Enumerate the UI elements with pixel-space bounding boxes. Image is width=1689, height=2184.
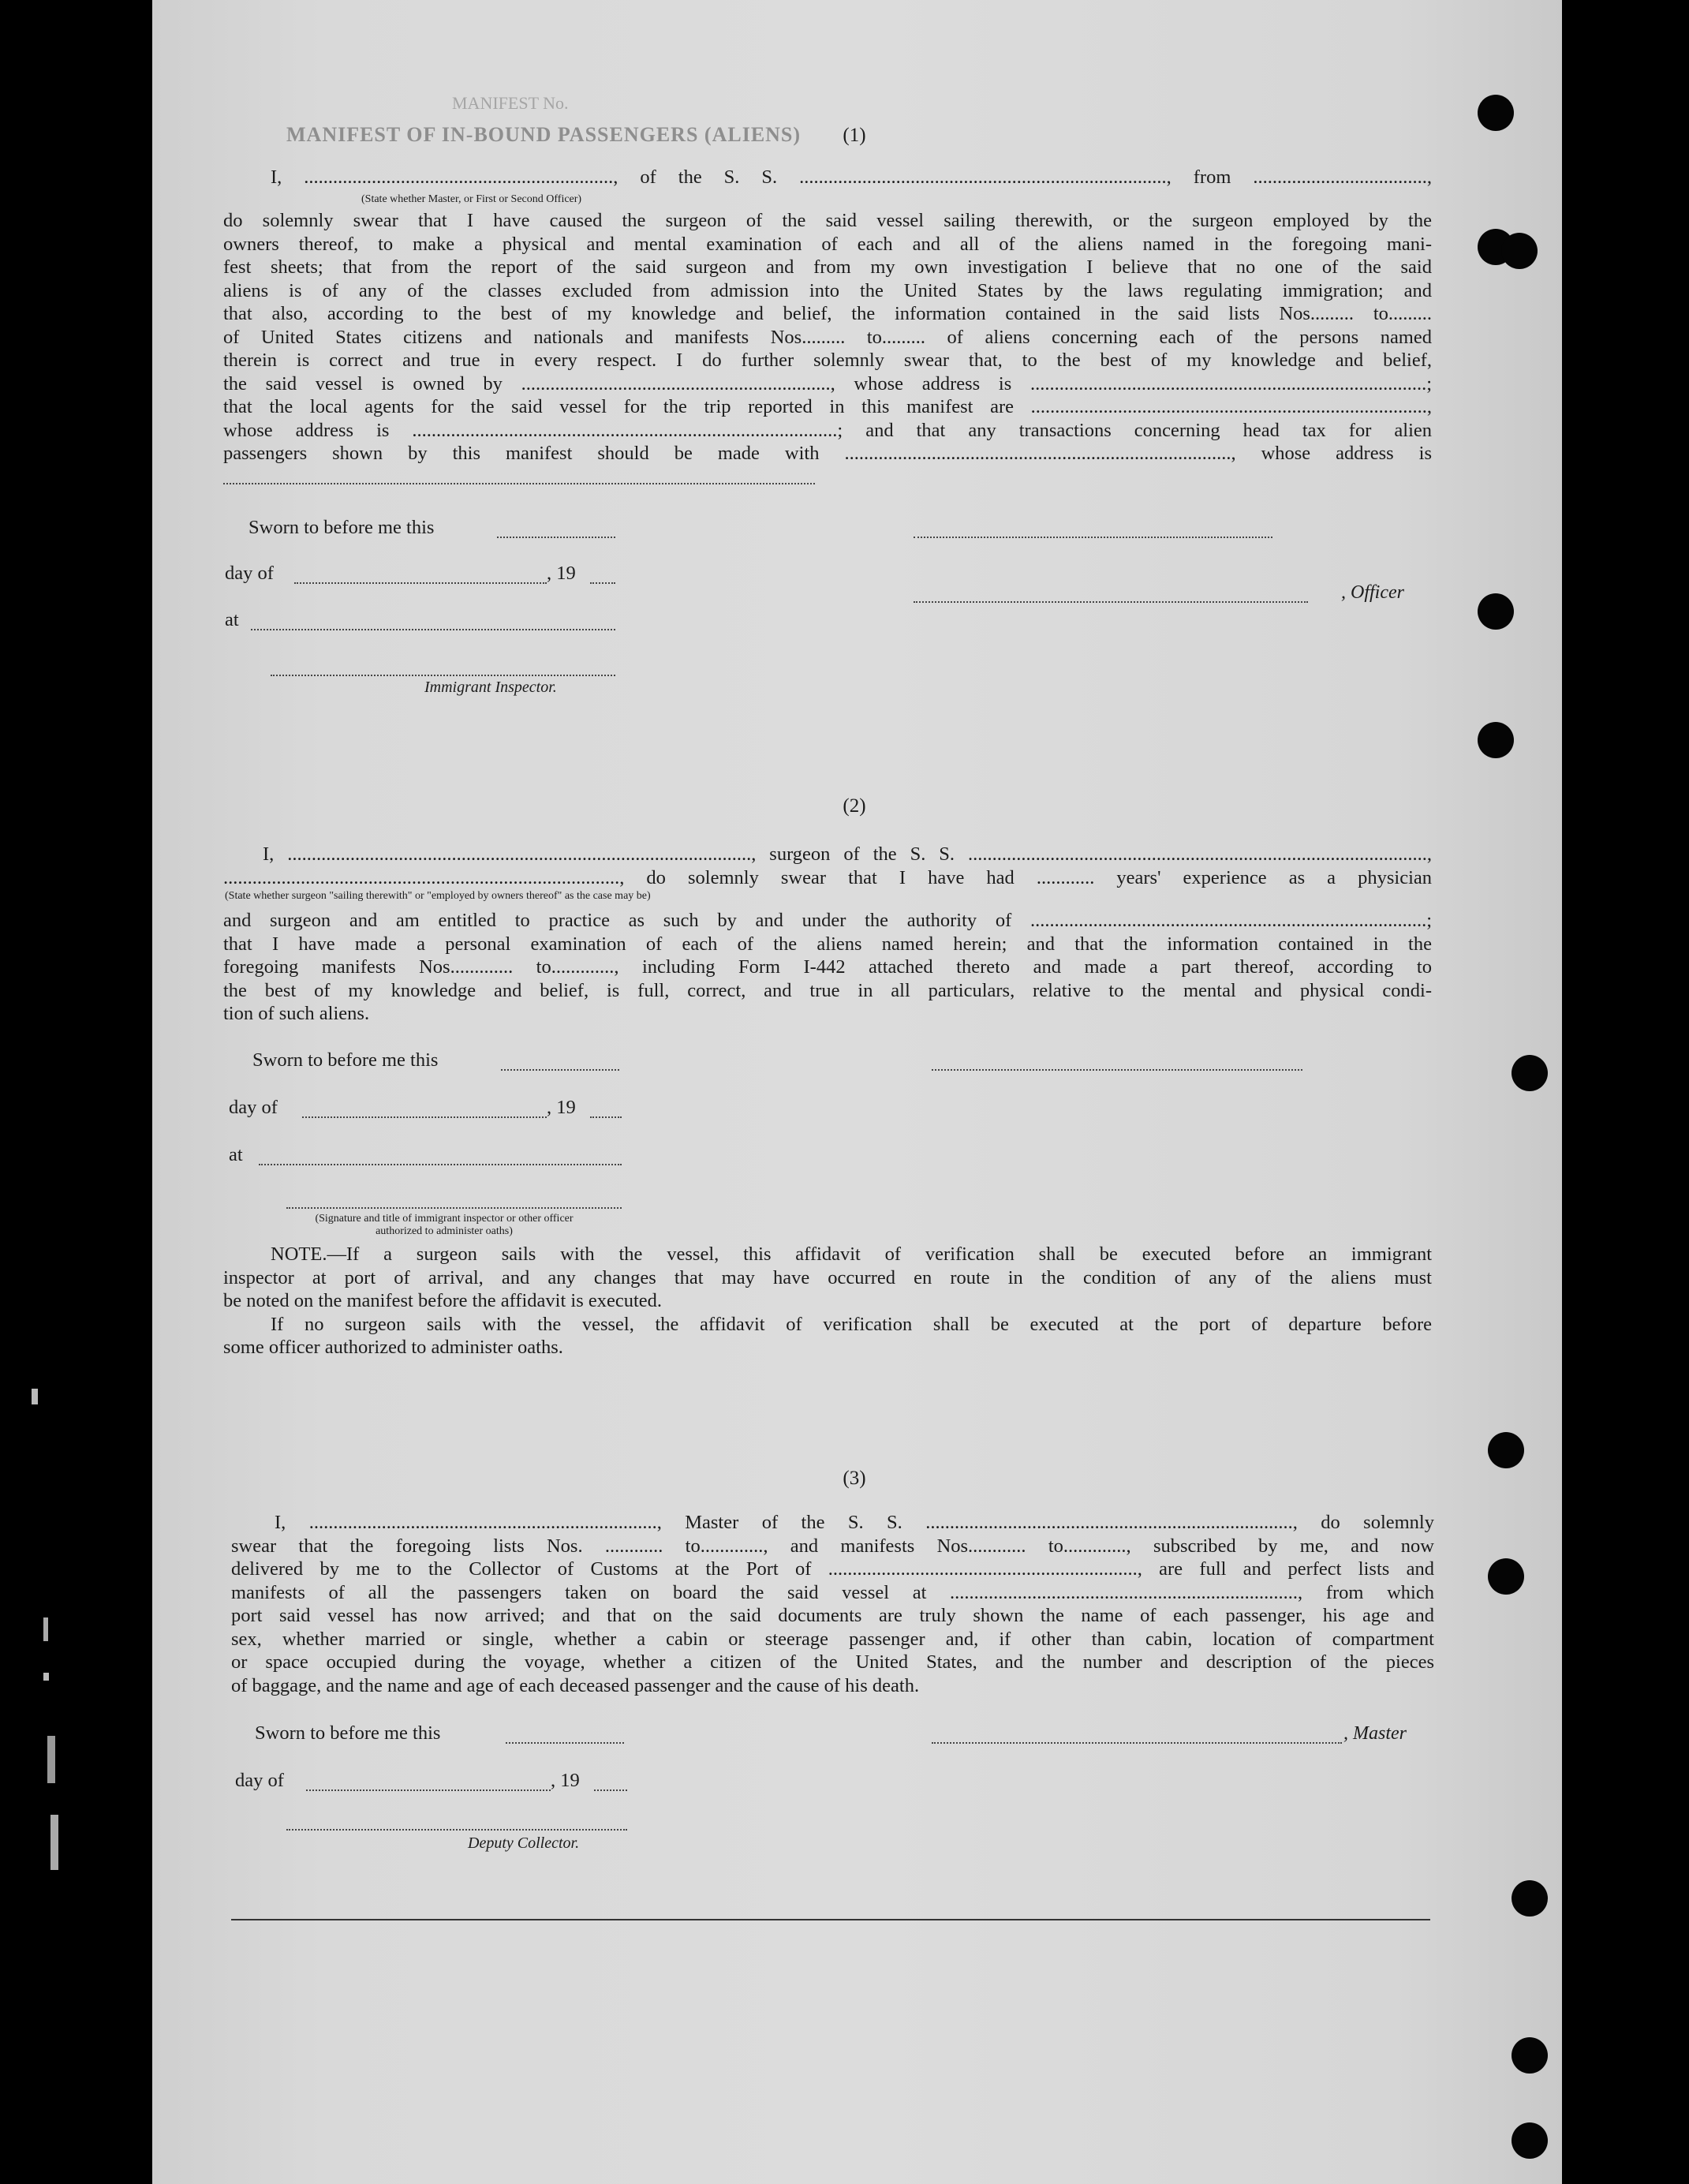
section-1-at-label: at bbox=[225, 609, 239, 630]
section-1-year-line bbox=[590, 582, 615, 584]
manifest-title: MANIFEST OF IN-BOUND PASSENGERS (ALIENS) bbox=[286, 123, 802, 146]
section-2-inspector-line bbox=[286, 1207, 622, 1209]
edge-speck bbox=[50, 1815, 58, 1870]
section-3-master-label: , Master bbox=[1343, 1723, 1407, 1744]
edge-speck bbox=[43, 1617, 48, 1641]
edge-speck bbox=[47, 1736, 55, 1783]
bottom-rule bbox=[231, 1919, 1430, 1920]
section-1-inspector-label: Immigrant Inspector. bbox=[424, 679, 557, 696]
section-3-deputy-label: Deputy Collector. bbox=[468, 1834, 580, 1852]
punch-hole bbox=[1512, 2122, 1548, 2159]
section-3-day-label: day of bbox=[235, 1770, 284, 1791]
punch-hole bbox=[1512, 2037, 1548, 2074]
section-2-year-label: , 19 bbox=[547, 1097, 576, 1118]
section-1-body: do solemnly swear that I have caused the surgeon of the said vessel sailing therewith, or the surgeon employed by the owners thereof, to make a physical and mental examination of each and all of the aliens named in the foregoing mani- fest sheets; that from the report of the said surgeon and from my own investigation I believe that no one of the said aliens is of any of the classes excluded from admission into the United States by the laws regulating immigration; and that also, according to the best of my knowledge and belief, the information contained in the said lists Nos......... to......... of United States citizens and nationals and manifests Nos......... to......... of aliens concerning each of the persons named therein is correct and true in every respect. I do further solemnly swear that, to the best of my knowledge and belief, the said vessel is owned by ................................................................, whose address is ..................................................................................; that the local agents for the said vessel for the trip reported in this manifest are .................................................................................., whose address is ........................................................................................; and that any transactions concerning head tax for alien passengers shown by this manifest should be made with ................................................................................, whose address is bbox=[223, 210, 1432, 464]
section-3-master-line bbox=[932, 1742, 1342, 1744]
section-1-day-line bbox=[294, 582, 547, 584]
section-3-number: (3) bbox=[843, 1468, 866, 1489]
section-1-sworn-label: Sworn to before me this bbox=[248, 517, 435, 538]
section-1-day-label: day of bbox=[225, 563, 274, 584]
section-1-officer-top-line bbox=[914, 537, 1272, 538]
section-3-deputy-line bbox=[286, 1829, 627, 1831]
section-2-note-paragraph: NOTE.—If a surgeon sails with the vessel, this affidavit of verification shall be executed before an immigrant inspector at port of arrival, and any changes that may have occurred en route in the condition of any of the aliens must be noted on the manifest before the affidavit is executed. If no surgeon sails with the vessel, the affidavit of verification shall be executed at the port of departure before some officer authorized to administer oaths. bbox=[223, 1243, 1432, 1358]
section-3-year-label: , 19 bbox=[551, 1770, 580, 1791]
section-2-signature-line bbox=[932, 1069, 1302, 1071]
punch-hole bbox=[1478, 95, 1514, 131]
section-1-year-label: , 19 bbox=[547, 563, 576, 584]
section-3-sworn-label: Sworn to before me this bbox=[255, 1722, 441, 1744]
punch-hole bbox=[1501, 233, 1538, 269]
section-2-note: (State whether surgeon "sailing therewith" or "employed by owners thereof" as the case may be) bbox=[225, 890, 651, 902]
section-1-sworn-line bbox=[497, 537, 615, 538]
edge-speck bbox=[32, 1389, 38, 1404]
section-2-at-label: at bbox=[229, 1144, 243, 1165]
section-3-body: I, ........................................................................, Master of the S. S. ............................................................................, do solemnly swear that the foregoing lists Nos. ............ to............., and manifests Nos............ to............., subscribed by me, and now delivered by me to the Collector of Customs at the Port of ................................................................, are full and perfect lists and manifests of all the passengers taken on board the said vessel at ........................................................................, from which port said vessel has now arrived; and that on the said documents are truly shown the name of each passenger, his age and sex, whether married or single, whether a cabin or steerage passenger and, if other than cabin, location of compartment or space occupied during the voyage, whether a citizen of the United States, and the number and description of the pieces of baggage, and the name and age of each deceased passenger and the cause of his death. bbox=[231, 1512, 1434, 1696]
section-3-sworn-line bbox=[506, 1742, 624, 1744]
section-1-number: (1) bbox=[843, 125, 866, 146]
section-1-first-line: I, ................................................................, of the S. S. ............................................................................, from ...................................., bbox=[271, 166, 1432, 188]
section-3-year-line bbox=[594, 1789, 627, 1791]
section-2-sworn-line bbox=[501, 1069, 619, 1071]
section-1-at-line bbox=[251, 629, 615, 630]
document-page bbox=[152, 0, 1562, 2184]
section-2-day-line bbox=[302, 1116, 547, 1118]
section-2-sworn-label: Sworn to before me this bbox=[252, 1049, 439, 1071]
manifest-number-label: MANIFEST No. bbox=[452, 93, 569, 113]
section-1-inspector-line bbox=[271, 675, 615, 676]
section-2-first-lines: I, ................................................................................................, surgeon of the S. S. ..............................................................................................., .................................................................................., do solemnly swear that I have had ............ years' experience as a physician bbox=[223, 843, 1432, 888]
punch-hole bbox=[1478, 593, 1514, 630]
section-2-year-line bbox=[590, 1116, 622, 1118]
section-2-body: and surgeon and am entitled to practice as such by and under the authority of ..................................................................................; that I have made a personal examination of each of the aliens named herein; and that the information contained in the foregoing manifests Nos............. to............., including Form I-442 attached thereto and made a part thereof, according to the best of my knowledge and belief, is full, correct, and true in all particulars, relative to the mental and physical condi- tion of such aliens. bbox=[223, 910, 1432, 1024]
punch-hole bbox=[1488, 1432, 1524, 1468]
section-1-address-line bbox=[223, 483, 815, 484]
edge-speck bbox=[43, 1673, 49, 1681]
punch-hole bbox=[1512, 1055, 1548, 1091]
punch-hole bbox=[1478, 722, 1514, 758]
section-1-officer-line bbox=[914, 601, 1308, 603]
section-1-officer-label: , Officer bbox=[1341, 582, 1404, 603]
section-2-signature-note: (Signature and title of immigrant inspector or other officer authorized to administer oaths) bbox=[315, 1213, 574, 1237]
section-2-at-line bbox=[259, 1164, 622, 1165]
section-1-note: (State whether Master, or First or Second Officer) bbox=[361, 193, 582, 205]
punch-hole bbox=[1488, 1558, 1524, 1595]
section-2-day-label: day of bbox=[229, 1097, 278, 1118]
section-2-number: (2) bbox=[843, 795, 866, 817]
punch-hole bbox=[1512, 1880, 1548, 1917]
section-3-day-line bbox=[306, 1789, 551, 1791]
